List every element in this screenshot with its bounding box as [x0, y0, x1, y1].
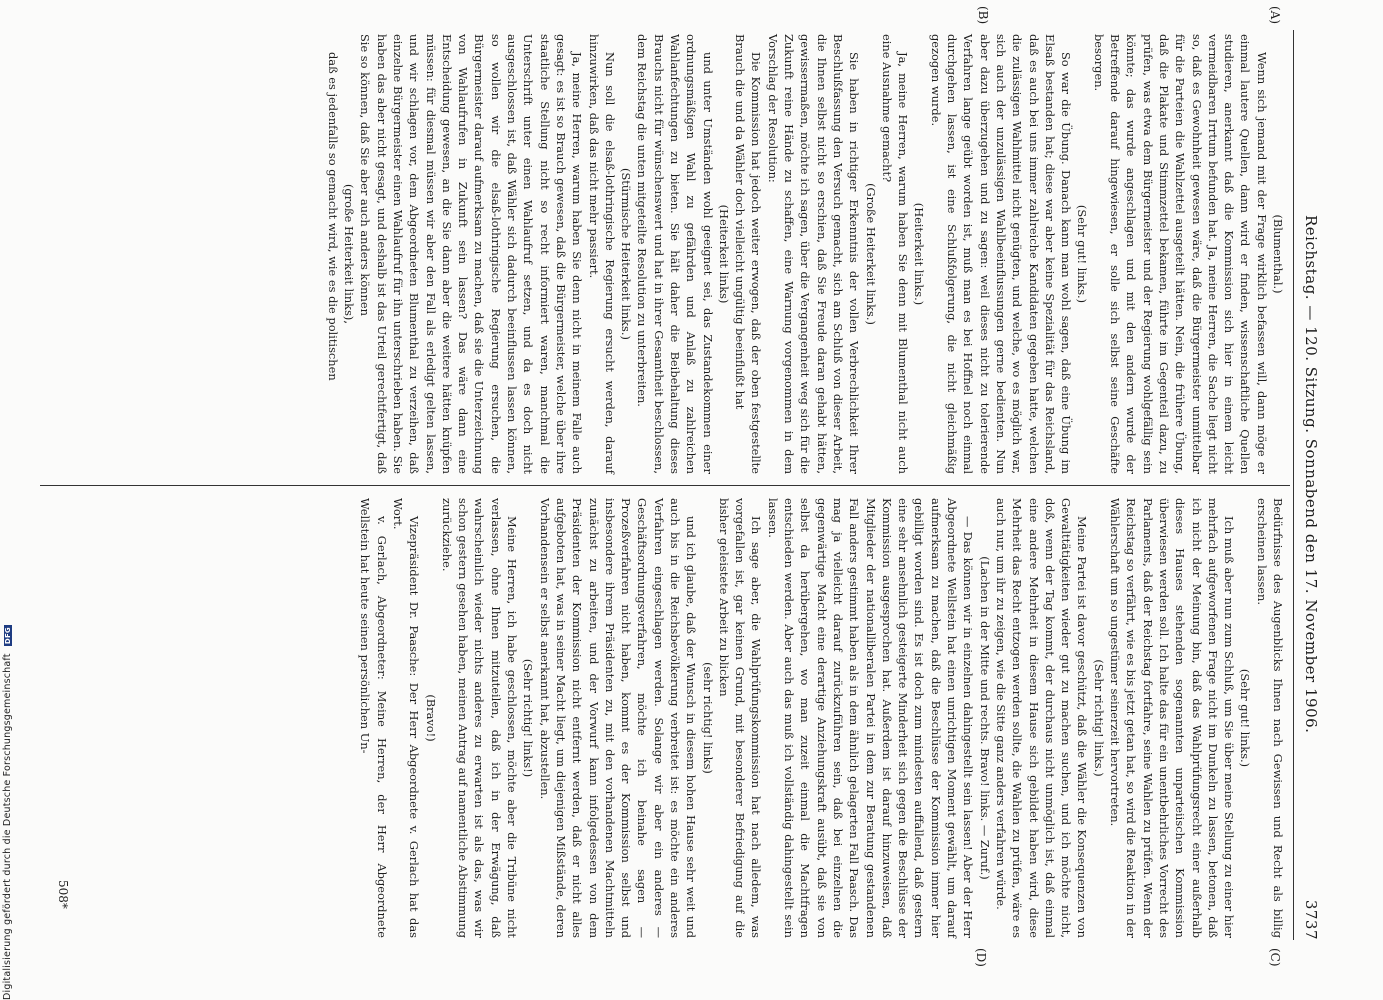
paragraph: und unter Umständen wohl geeignet sei, das Zustandekommen einer ordnungsmäßigen Wahl zu gefährden und Anlaß zu zahlreichen Wahlanfechtungen zu bieten. Sie hält daher die Beibehaltung dieses Brauchs nicht für wünschenswert und hat in ihrer Gesamtheit beschlossen, dem Reichstag die unten mitgeteilte Resolution zu unterbreiten. [635, 34, 715, 474]
right-column [357, 498, 1286, 938]
page-content [30, 6, 1330, 967]
paragraph: v. Gerlach, Abgeordneter: Meine Herren, der Herr Abgeordnete Wellstein hat heute seinen persönlichen Un- [358, 498, 389, 938]
paragraph: daß es jedenfalls so gemacht wird, wie es die politischen [325, 52, 340, 381]
interjection: (große Heiterkeit links), [342, 183, 357, 324]
interjection: (Sehr richtig! links.) [1091, 659, 1106, 777]
interjection: (Stürmische Heiterkeit links.) [619, 168, 634, 340]
interjection: (Heiterkeit links.) [912, 202, 927, 306]
paragraph: Ich muß aber nun zum Schluß, um Sie über meine Stellung zu einer hier mehrfach aufgeworfenen Frage nicht im Dunkeln zu lassen, betonen, daß ich nicht der Meinung bin, daß das Wahlprüfungsrecht einer außerhalb dieses Hauses stehenden sogenannten unparteiischen Kommission überwiesen werden soll. Ich halte das für ein unentbehrliches Vorrecht des Parlaments, daß der Reichstag fortfahre, seine Wahlen zu prüfen. Wenn der Reichstag so verfährt, wie es bis jetzt getan hat, so wird die Reaktion in der Wählerschaft um so ungestümer seinerzeit hervortreten. [1108, 498, 1237, 938]
paragraph: Sie haben in richtiger Erkenntnis der vollen Verbrechlichkeit Ihrer Beschlußfassung den Versuch gemacht, sich am Schluß von dieser Arbeit, die Ihnen selbst nicht so erschien, daß Sie Freude daran gehabt hätten, gewissermaßen, möchte ich sagen, über die Vergangenheit weg sich für die Zukunft reine Hände zu schaffen, eine Warnung vorgenommen in dem Vorschlag der Resolution: [765, 34, 862, 474]
interjection: (Blumenthal.) [1271, 214, 1285, 294]
paragraph: und ich glaube, daß der Wunsch in diesem hohen Hause sehr weit und auch bis in die Reichsbevölkerung verbreitet ist: es möchte ein anderes Verfahren eingeschlagen werden. Solange wir aber ein anderes — Geschäftsordnungsverfahren, möchte ich beinahe sagen — Prozeßverfahren nicht haben, kommt es der Kommission selbst und insbesondere ihrem Präsidenten zu, mit den vorhandenen Machtmitteln zunächst zu arbeiten, und der Vorwurf kann infolgedessen von dem Präsidenten der Kommission nicht entfernt werden, daß er nicht alles aufgeboten hat, was in seiner Macht liegt, um diejenigen Mißstände, deren Vorhandensein er selbst anerkannt hat, abzustellen. [537, 498, 699, 938]
paragraph: So war die Übung. Danach kann man wohl sagen, daß eine Übung im Elsaß bestanden hat; diese war aber keine Spezialität für das Reichsland, daß es auch bei uns immer zahlreiche Kandidaten gegeben hatte, welchen die zulässigen Wahlmittel nicht genügten, und welche, wo es möglich war, sich auch der unzulässigen Wahlbeeinflussungen gerne bedienten. Nun aber dazu überzugehen und zu sagen: weil dieses nicht zu tolerierende Verfahren lange geübt worden ist, muß man es bei Hoffnel noch einmal durchgehen lassen, ist eine Schlußfolgerung, die nicht gleichmäßig gezogen wurde. [928, 34, 1074, 474]
credit-text: Digitalisierung gefördert durch die Deutsche Forschungsgemeinschaft [2, 653, 13, 1000]
page-number: 3737 [1302, 899, 1320, 940]
interjection: (Sehr gut! links.) [1238, 668, 1253, 768]
margin-marker-a: (A) [1268, 6, 1282, 25]
margin-marker-c: (C) [1268, 948, 1282, 967]
interjection: (sehr richtig! links) [700, 662, 715, 774]
left-column [324, 34, 1286, 474]
margin-marker-d: (D) [974, 948, 988, 967]
column-divider [40, 485, 1290, 486]
interjection: (Sehr gut! links.) [1075, 204, 1090, 304]
margin-marker-b: (B) [976, 6, 990, 25]
page-title: Reichstag. — 120. Sitzung. Sonnabend den 17. November 1906. [1302, 215, 1320, 734]
interjection: (Bravo!) [423, 694, 438, 742]
paragraph: Meine Herren, ich habe geschlossen, möchte aber die Tribüne nicht verlassen, ohne Ihnen mitzuteilen, daß ich in der Erwägung, daß wahrscheinlich wieder nichts anderes zu erwarten ist als das, was wir schon gestern gesehen haben, meinen Antrag auf namentliche Abstimmung zurückziehe. [439, 498, 520, 938]
sheet-number: 508* [56, 880, 70, 909]
paragraph: Nun soll die elsaß-lothringische Regierung ersucht werden, darauf hinzuwirken, daß das nicht mehr passiert. [586, 34, 617, 474]
page-header [1296, 40, 1322, 940]
paragraph: Bedürfnisse des Augenblicks Ihnen nach Gewissen und Recht als billig erscheinen lassen. [1254, 498, 1285, 938]
dfg-logo: DFG [4, 627, 12, 645]
paragraph: Vizepräsident Dr. Paasche: Der Herr Abgeordnete v. Gerlach hat das Wort. [390, 498, 422, 938]
digitization-credit [0, 0, 16, 1000]
paragraph: Die Kommission hat jedoch weiter erwogen, daß der oben festgestellte Brauch die und da Wähler doch vielleicht ungültig beeinflußt hat [733, 34, 764, 474]
header-rule [1293, 30, 1294, 940]
paragraph: Ich sage aber, die Wahlprüfungskommission hat nach alledem, was vorgefallen ist, gar keinen Grund, mit besonderer Befriedigung auf die bisher geleistete Arbeit zu blicken [716, 498, 764, 938]
paragraph: — Das können wir in einzelnen dahingestellt sein lassen! Aber der Herr Abgeordnete Wellstein hat einen unrichtigen Moment gewählt, um darauf aufmerksam zu machen, daß die Beschlüsse der Kommission immer hier gebilligt worden sind. Es ist doch zum mindesten auffallend, daß gestern eine sehr ansehnlich gesteigerte Minderheit sich gegen die Beschlüsse der Kommission ausgesprochen hat. Außerdem ist darauf hinzuweisen, daß Mitglieder der nationalliberalen Partei in dem zur Beratung gestandenen Fall anders gestimmt haben als in dem ähnlich gelagerten Fall Paasch. Das mag ja vielleicht darauf zurückzuführen sein, daß bei einzelnen die gegenwärtige Macht eine derartige Anziehungskraft ausübt, daß sie von selbst da herübergehen, wo man zuzeit einmal die Machtfragen entschieden werden. Aber auch das muß ich vollständig dahingestellt sein lassen. [765, 498, 976, 938]
paragraph: Ja, meine Herren, warum haben Sie denn nicht in meinem Falle auch gesagt: es ist so Brauch gewesen, daß die Bürgermeister, welche über ihre staatliche Stellung nicht so recht informiert waren, manchmal die Unterschrift unter einen Wahlaufruf setzen, und da es doch nicht ausgeschlossen ist, daß Wähler sich dadurch beeinflussen lassen können, so wollen wir die elsaß-lothringische Regierung ersuchen, die Bürgermeister darauf aufmerksam zu machen, daß sie die Unterzeichnung von Wahlaufrufen in Zukunft sein lassen? Das wäre dann eine Entscheidung gewesen, an die Sie dann aber die weitere hätten knüpfen müssen: für diesmal müssen wir aber den Fall als erledigt gelten lassen, und wir schlagen vor, dem Abgeordneten Blumenthal zu verzeihen, daß einzelne Bürgermeister einen Wahlaufruf für ihn unterschrieben haben. Sie haben das aber nicht gesagt, und deshalb ist das Urteil gerechtfertigt, daß Sie so können, daß Sie aber auch anders können [358, 34, 585, 474]
interjection: (Heiterkeit links) [716, 204, 731, 304]
interjection: (Sehr richtig! links!) [521, 658, 536, 778]
paragraph: Wenn sich jemand mit der Frage wirklich befassen will, dann möge er einmal lautere Quellen, dann wird er finden, wissenschaftliche Quellen studieren, anerkannt daß die Kommission sich hier in einem leicht vermeidbaren Irrtum befunden hat. Ja, meine Herren, die Sache liegt nicht so, daß es Gewohnheit gewesen wäre, daß die Bürgermeister unmittelbar für die Parteien die Wahlzettel ausgeteilt hätten. Nein, die frühere Übung, daß die Plakate und Stimmzettel bekamen, führte im Gegenteil dazu, zu prüfen, was etwa dem Bürgermeister und der Regierung wohlgefällig sein könnte; das wurde angeschlagen und mit den andern wurde der Betreffende darauf hingewiesen, er solle sich selbst seine Geschäfte besorgen. [1091, 34, 1269, 474]
interjection: (Große Heiterkeit links.) [863, 183, 878, 325]
paragraph: Ja, meine Herren, warum haben Sie denn mit Blumenthal nicht auch eine Ausnahme gemacht? [879, 34, 911, 474]
paragraph: Meine Partei ist davor geschützt, daß die Wähler die Konsequenzen von Gewalttätigkeiten wieder gut zu machen suchen, und ich möchte nicht, doß, wenn der Tag kommt, der durchaus nicht unmöglich ist, daß einmal eine andere Mehrheit in diesem Hause sich gebildet haben wird, diese Mehrheit das Recht entzogen werden sollte, die Wahlen zu prüfen, wäre es auch nur, um ihr zu zeigen, wie die Sitte ganz anders verfahren würde. [993, 498, 1090, 938]
interjection: (Lachen in der Mitte und rechts. Bravo! links. — Zuruf.) [977, 556, 992, 880]
